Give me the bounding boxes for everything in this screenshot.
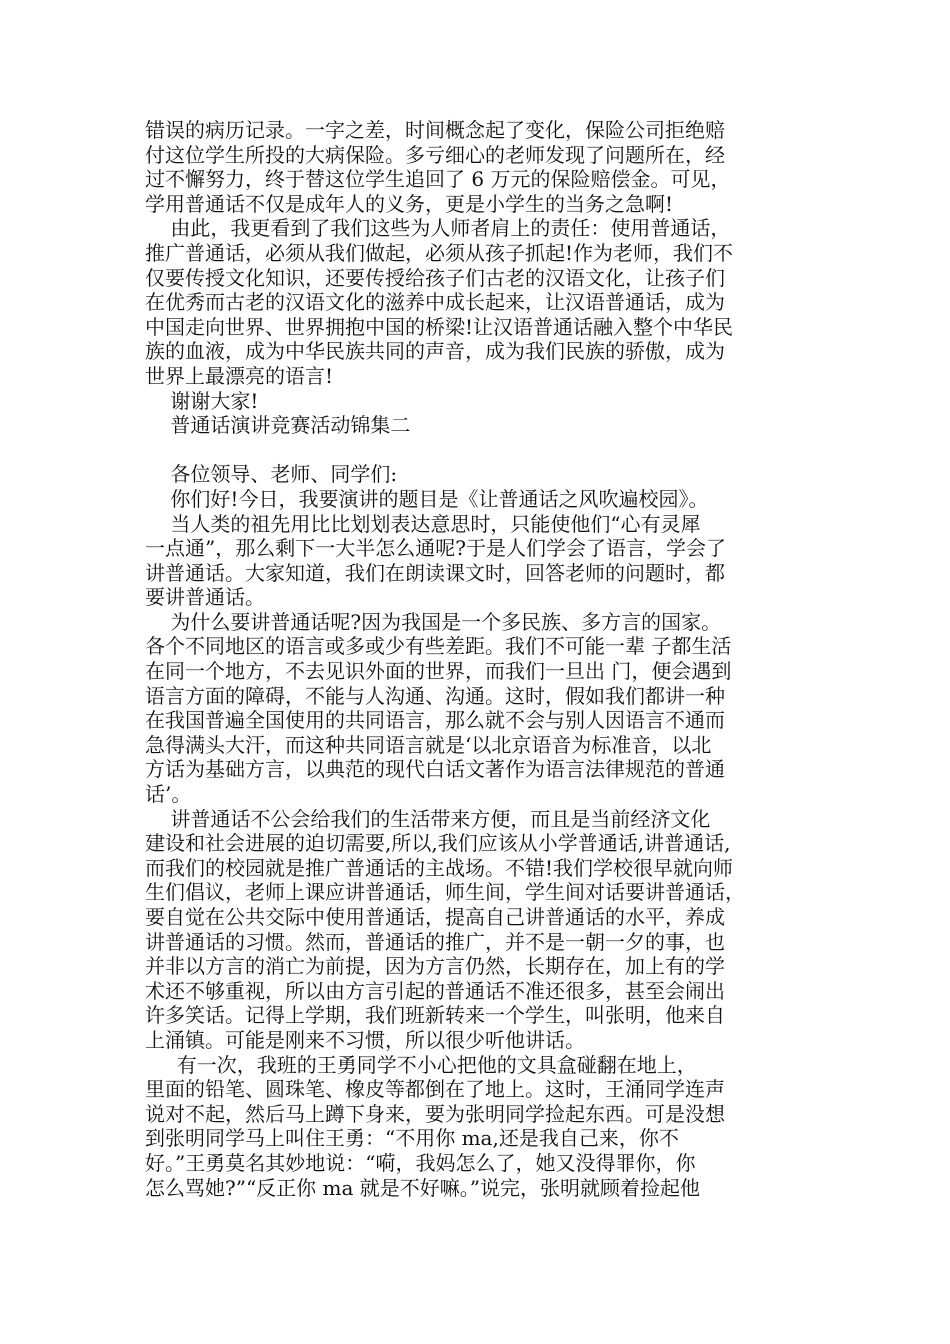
text-line: 在同一个地方，不去见识外面的世界，而我们一旦出 门，便会遇到 <box>145 659 732 684</box>
text-line: 生们倡议，老师上课应讲普通话，师生间，学生间对话要讲普通话， <box>145 880 745 905</box>
text-line: 错误的病历记录。一字之差，时间概念起了变化，保险公司拒绝赔 <box>145 118 725 142</box>
text-line: 急得满头大汗，而这种共同语言就是‘以北京语音为标准音，以北 <box>145 732 712 757</box>
text-line: 方话为基础方言，以典范的现代白话文著作为语言法律规范的普通 <box>145 757 725 782</box>
text-line: 上涌镇。可能是刚来不习惯，所以很少听他讲话。 <box>145 1027 585 1052</box>
text-line: 要自觉在公共交际中使用普通话，提高自己讲普通话的水平，养成 <box>145 905 725 929</box>
text-line: 有一次，我班的王勇同学不小心把他的文具盒碰翻在地上， <box>145 1052 697 1077</box>
text-line: 付这位学生所投的大病保险。多亏细心的老师发现了问题所在，经 <box>145 142 725 167</box>
text-line: 世界上最漂亮的语言! <box>145 363 334 388</box>
text-line: 当人类的祖先用比比划划表达意思时，只能使他们“心有灵犀 <box>145 511 701 536</box>
text-line: 谢谢大家! <box>145 388 259 413</box>
text-line: 过不懈努力，终于替这位学生追回了 6 万元的保险赔偿金。可见， <box>145 167 731 192</box>
text-line: 要讲普通话。 <box>145 585 265 610</box>
text-line: 各位领导、老师、同学们: <box>145 462 398 487</box>
text-line: 为什么要讲普通话呢?因为我国是一个多民族、多方言的国家。 <box>145 609 722 634</box>
text-line: 由此，我更看到了我们这些为人师者肩上的责任：使用普通话， <box>145 216 731 241</box>
text-line: 到张明同学马上叫住王勇：“不用你 ma,还是我自己来，你不 <box>145 1126 679 1151</box>
text-line: 术还不够重视，所以由方言引起的普通话不准还很多，甚至会闹出 <box>145 978 725 1003</box>
text-line: 并非以方言的消亡为前提，因为方言仍然，长期存在，加上有的学 <box>145 954 725 979</box>
document-body-text <box>145 118 825 1200</box>
text-line: 学用普通话不仅是成年人的义务，更是小学生的当务之急啊! <box>145 191 674 216</box>
text-line: 一点通”，那么剩下一大半怎么通呢?于是人们学会了语言，学会了 <box>145 536 726 561</box>
text-line: 语言方面的障碍，不能与人沟通、沟通。这时，假如我们都讲一种 <box>145 683 725 708</box>
text-line: 在优秀而古老的汉语文化的滋养中成长起来，让汉语普通话，成为 <box>145 290 725 315</box>
text-line: 各个不同地区的语言或多或少有些差距。我们不可能一辈 子都生活 <box>145 634 732 659</box>
text-line: 族的血液，成为中华民族共同的声音，成为我们民族的骄傲，成为 <box>145 339 725 364</box>
text-line: 话’。 <box>145 782 192 807</box>
text-line: 你们好!今日，我要演讲的题目是《让普通话之风吹遍校园》。 <box>145 486 709 511</box>
blank-line <box>145 438 825 463</box>
text-line: 讲普通话不公会给我们的生活带来方便，而且是当前经济文化 <box>145 806 711 831</box>
text-line: 建设和社会进展的迫切需要,所以,我们应该从小学普通话,讲普通话, <box>145 831 731 856</box>
text-line: 仅要传授文化知识，还要传授给孩子们古老的汉语文化，让孩子们 <box>145 265 725 290</box>
text-line: 而我们的校园就是推广普通话的主战场。不错!我们学校很早就向师 <box>145 855 734 880</box>
text-line: 中国走向世界、世界拥抱中国的桥梁!让汉语普通话融入整个中华民 <box>145 314 734 339</box>
text-line: 怎么骂她?”“反正你 ma 就是不好嘛。”说完，张明就顾着捡起他 <box>145 1175 700 1200</box>
text-line: 好。”王勇莫名其妙地说：“嗬，我妈怎么了，她又没得罪你，你 <box>145 1150 696 1175</box>
text-line: 讲普通话的习惯。然而，普通话的推广，并不是一朝一夕的事，也 <box>145 929 725 954</box>
text-line: 里面的铅笔、圆珠笔、橡皮等都倒在了地上。这时，王涌同学连声 <box>145 1077 725 1102</box>
text-line: 推广普通话，必须从我们做起，必须从孩子抓起!作为老师，我们不 <box>145 240 734 265</box>
text-line: 说对不起，然后马上蹲下身来，要为张明同学捡起东西。可是没想 <box>145 1101 725 1126</box>
text-line: 普通话演讲竞赛活动锦集二 <box>145 413 411 438</box>
text-line: 在我国普遍全国使用的共同语言，那么就不会与别人因语言不通而 <box>145 708 725 733</box>
text-line: 许多笑话。记得上学期，我们班新转来一个学生，叫张明，他来自 <box>145 1003 725 1028</box>
text-line: 讲普通话。大家知道，我们在朗读课文时，回答老师的问题时，都 <box>145 560 725 585</box>
